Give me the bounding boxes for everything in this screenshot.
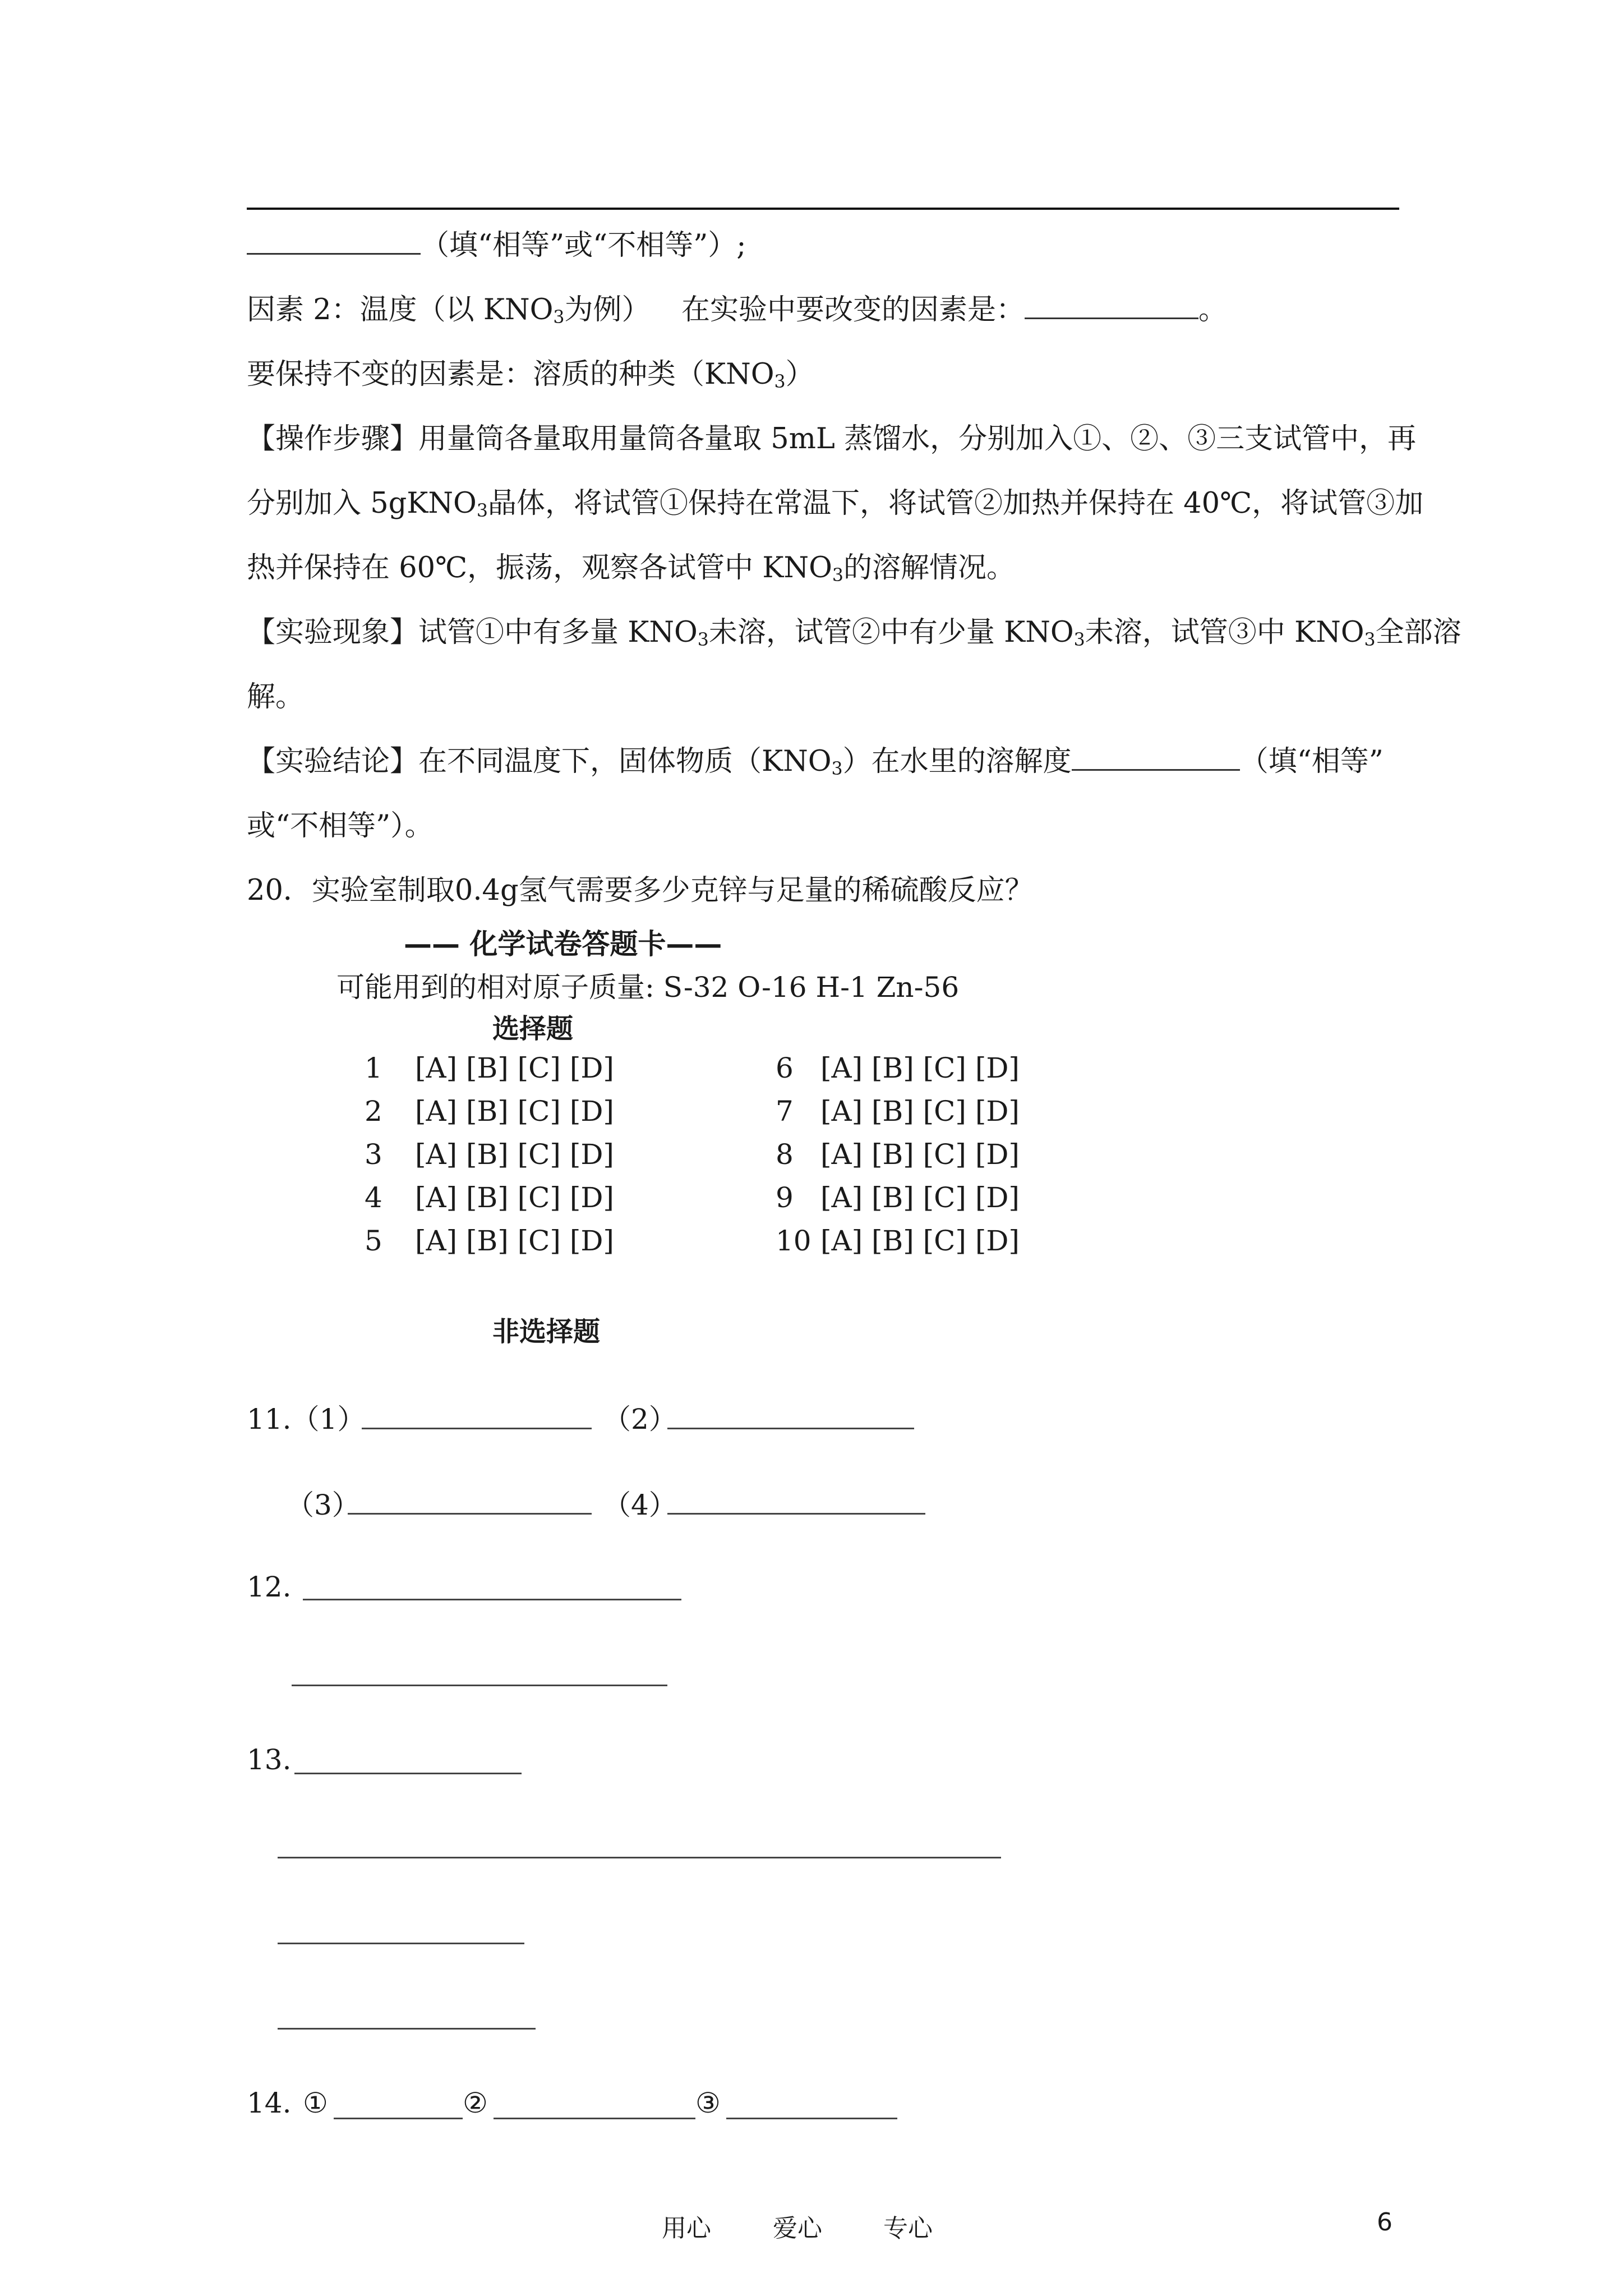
nonchoice-heading: 非选择题	[492, 1316, 601, 1347]
phenomenon-line-1	[247, 609, 1461, 650]
q13-answer-3[interactable]	[278, 1943, 524, 1944]
choice-row	[365, 1181, 614, 1214]
procedure-text: 晶体，将试管①保持在常温下，将试管②加热并保持在 40℃，将试管③加	[487, 487, 1424, 520]
choice-row	[365, 1225, 614, 1257]
choice-heading: 选择题	[492, 1013, 574, 1045]
choice-row	[776, 1052, 1020, 1084]
footer-motto-2: 爱心	[773, 2214, 822, 2243]
factor-2-example: 为例）	[564, 293, 651, 326]
choice-number: 8	[776, 1138, 794, 1171]
choice-number: 4	[365, 1181, 382, 1214]
subscript: 3	[774, 371, 786, 392]
choice-options[interactable]: [A] [B] [C] [D]	[820, 1225, 1020, 1257]
choice-number: 6	[776, 1052, 794, 1084]
conclusion-text: 【实验结论】在不同温度下，固体物质（KNO	[247, 745, 832, 778]
answer-card-title: —— 化学试卷答题卡——	[404, 928, 722, 960]
q13-answer-1[interactable]	[294, 1773, 522, 1774]
subscript: 3	[553, 307, 565, 328]
conclusion-line-2	[247, 802, 434, 844]
changing-factor-line	[681, 286, 1227, 328]
conclusion-hint: （填“相等”	[1239, 745, 1384, 778]
q13-answer-4[interactable]	[278, 2028, 536, 2030]
choice-number: 1	[365, 1052, 382, 1084]
procedure-text: 的溶解情况。	[843, 551, 1016, 585]
header-rule	[247, 208, 1399, 210]
choice-options[interactable]: [A] [B] [C] [D]	[820, 1052, 1020, 1084]
question-20	[247, 867, 1034, 908]
q13-label: 13.	[247, 1743, 292, 1776]
choice-row	[776, 1138, 1020, 1171]
q11-answer-2[interactable]	[667, 1428, 914, 1429]
choice-row	[365, 1095, 614, 1128]
q11-answer-4[interactable]	[667, 1513, 925, 1515]
q14-answer-2[interactable]	[494, 2118, 695, 2119]
q12-answer-2[interactable]	[292, 1685, 667, 1686]
q11-part-3: （3）	[286, 1489, 360, 1521]
page-number: 6	[1377, 2208, 1393, 2237]
q14-answer-1[interactable]	[334, 2118, 463, 2119]
choice-options[interactable]: [A] [B] [C] [D]	[820, 1138, 1020, 1171]
choice-options[interactable]: [A] [B] [C] [D]	[415, 1095, 614, 1128]
phenomenon-text: 解。	[247, 680, 305, 714]
period: 。	[1198, 293, 1228, 326]
choice-options[interactable]: [A] [B] [C] [D]	[820, 1095, 1020, 1128]
procedure-text: 【操作步骤】用量筒各量取用量筒各量取 5mL 蒸馏水，分别加入①、②、③三支试管中，再	[247, 422, 1417, 455]
choice-options[interactable]: [A] [B] [C] [D]	[415, 1225, 614, 1257]
subscript: 3	[476, 500, 488, 521]
footer-motto-1: 用心	[662, 2214, 711, 2243]
subscript: 3	[831, 758, 843, 779]
q12-label: 12.	[247, 1571, 292, 1603]
q14-circle-1: ①	[303, 2087, 328, 2119]
q14-label: 14.	[247, 2087, 292, 2119]
q11-part-2: （2）	[603, 1403, 677, 1435]
phenomenon-text: 全部溶	[1375, 616, 1461, 649]
choice-options[interactable]: [A] [B] [C] [D]	[820, 1181, 1020, 1214]
question-20-text: 20．实验室制取0.4g氢气需要多少克锌与足量的稀硫酸反应？	[247, 874, 1034, 907]
choice-options[interactable]: [A] [B] [C] [D]	[415, 1052, 614, 1084]
phenomenon-line-2	[247, 673, 304, 715]
answer-blank	[1025, 295, 1198, 319]
q11-answer-1[interactable]	[362, 1428, 592, 1429]
phenomenon-text: 未溶，试管③中 KNO	[1085, 616, 1364, 649]
phenomenon-text: 未溶，试管②中有少量 KNO	[708, 616, 1074, 649]
constant-factor-text: 要保持不变的因素是：溶质的种类（KNO	[247, 358, 774, 391]
q11-answer-3[interactable]	[348, 1513, 592, 1515]
answer-blank	[1072, 747, 1240, 771]
subscript: 3	[1073, 629, 1085, 650]
choice-number: 9	[776, 1181, 794, 1214]
choice-number: 3	[365, 1138, 382, 1171]
atomic-masses: 可能用到的相对原子质量: S-32 O-16 H-1 Zn-56	[336, 971, 960, 1004]
choice-row	[776, 1181, 1020, 1214]
footer-motto-3: 专心	[883, 2214, 933, 2243]
procedure-line-1	[247, 415, 1416, 457]
procedure-line-3	[247, 544, 1015, 586]
choice-number: 2	[365, 1095, 382, 1128]
q14-answer-3[interactable]	[726, 2118, 897, 2119]
choice-number: 5	[365, 1225, 382, 1257]
factor-2-line	[247, 286, 651, 328]
subscript: 3	[697, 629, 709, 650]
changing-factor-label: 在实验中要改变的因素是：	[681, 293, 1025, 326]
procedure-text: 分别加入 5gKNO	[247, 487, 477, 520]
choice-row	[365, 1052, 614, 1084]
choice-options[interactable]: [A] [B] [C] [D]	[415, 1138, 614, 1171]
choice-row	[365, 1138, 614, 1171]
fill-line-1	[247, 222, 746, 263]
phenomenon-text: 【实验现象】试管①中有多量 KNO	[247, 616, 698, 649]
procedure-text: 热并保持在 60℃，振荡，观察各试管中 KNO	[247, 551, 832, 585]
conclusion-text: 或“不相等”）。	[247, 809, 434, 843]
choice-number: 10	[776, 1225, 811, 1257]
answer-blank	[247, 231, 421, 255]
choice-row	[776, 1095, 1020, 1128]
procedure-line-2	[247, 480, 1423, 521]
factor-2-label: 因素 2：温度（以 KNO	[247, 293, 554, 326]
conclusion-text: ）在水里的溶解度	[842, 745, 1072, 778]
choice-number: 7	[776, 1095, 794, 1128]
q13-answer-2[interactable]	[278, 1857, 1001, 1858]
conclusion-line-1	[247, 738, 1384, 779]
q11-label: 11.（1）	[247, 1403, 366, 1435]
q14-circle-3: ③	[695, 2087, 721, 2119]
q14-circle-2: ②	[463, 2087, 488, 2119]
fill-hint: （填“相等”或“不相等”）;	[421, 229, 746, 262]
choice-row	[776, 1225, 1020, 1257]
subscript: 3	[832, 565, 844, 586]
constant-factor-line: 要保持不变的因素是：溶质的种类$(KNO_3)$	[247, 358, 814, 392]
q11-part-4: （4）	[603, 1489, 677, 1521]
q12-answer-1[interactable]	[303, 1599, 681, 1600]
choice-options[interactable]: [A] [B] [C] [D]	[415, 1181, 614, 1214]
subscript: 3	[1364, 629, 1376, 650]
